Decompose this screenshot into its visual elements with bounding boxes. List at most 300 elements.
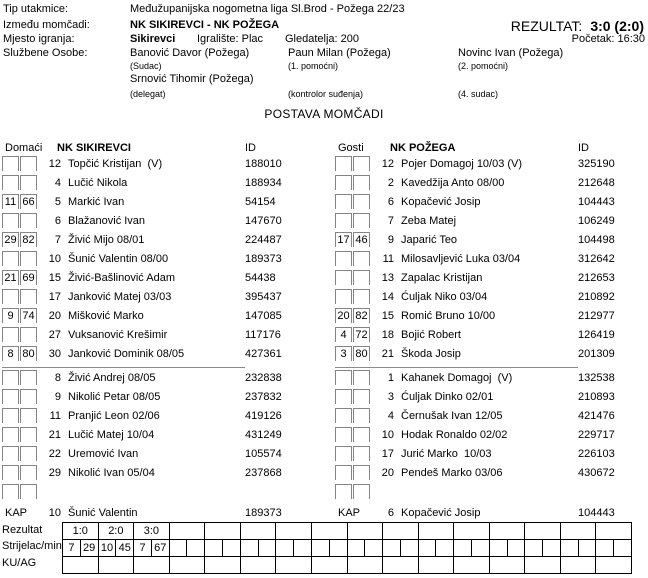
player-number: 30	[48, 348, 61, 360]
referee-name: Banović Davor (Požega)	[130, 47, 250, 59]
player-number	[371, 484, 397, 485]
player-row	[335, 289, 646, 308]
assistant2-name: Novinc Ivan (Požega)	[458, 47, 564, 59]
player-row	[2, 232, 332, 251]
player-row	[2, 289, 332, 308]
sub-minute-box	[20, 408, 37, 423]
player-name: Živić-Bašlinović Adam	[68, 272, 175, 284]
player-id: 421476	[578, 410, 615, 422]
player-id: 210892	[578, 291, 615, 303]
player-name: Kopačević Josip	[401, 507, 481, 519]
result-cell	[347, 523, 383, 540]
strijelac-row-label: Strijelac/min	[2, 540, 62, 552]
player-name: Lučić Matej 10/04	[68, 429, 155, 441]
referee-role: (Sudac)	[130, 61, 162, 71]
player-name: Živić Andrej 08/05	[68, 372, 156, 384]
assistant2-role: (2. pomoćni)	[458, 61, 509, 71]
player-name: Jurić Marko 10/03	[401, 448, 492, 460]
player-row	[335, 389, 646, 408]
scorer-minute-cell	[454, 540, 472, 557]
sub-minute-box	[20, 289, 37, 304]
sub-minute-box	[353, 389, 370, 404]
player-name: Bojić Robert	[401, 329, 461, 341]
result-cell	[205, 523, 241, 540]
rezultat-row-label: Rezultat	[2, 524, 43, 536]
player-id: 104498	[578, 234, 615, 246]
player-number: 1	[387, 372, 394, 384]
result-cell	[596, 523, 632, 540]
scorer-minute-cell	[169, 540, 187, 557]
kuag-cell	[454, 557, 490, 574]
sub-in-number-box	[335, 289, 352, 304]
kuag-cell	[98, 557, 134, 574]
sub-in-number-box	[335, 270, 352, 285]
player-name: Nikolić Ivan 05/04	[68, 467, 155, 479]
player-id: 237832	[245, 391, 282, 403]
kuag-cell	[205, 557, 241, 574]
player-row	[2, 484, 332, 503]
player-name: Lučić Nikola	[68, 177, 128, 189]
player-number: 11	[49, 410, 61, 422]
player-row	[2, 465, 332, 484]
player-id: 427361	[245, 348, 282, 360]
player-id: 325190	[578, 158, 615, 170]
player-number: 9	[54, 391, 61, 403]
result-cell	[418, 523, 454, 540]
sub-minute-box	[353, 213, 370, 228]
player-row	[335, 370, 646, 389]
sub-minute-box	[20, 465, 37, 480]
gledatelja-value: Gledatelja: 200	[285, 33, 359, 45]
player-id: 312642	[578, 253, 615, 265]
player-row	[335, 175, 646, 194]
sub-minute-box	[20, 427, 37, 442]
sub-minute-box	[353, 408, 370, 423]
result-cell	[276, 523, 312, 540]
player-number	[38, 484, 64, 485]
player-number: 11	[382, 253, 394, 265]
away-team-name: NK POŽEGA	[390, 142, 456, 154]
sub-minute-box: 72	[353, 327, 370, 342]
sub-minute-box	[353, 427, 370, 442]
player-id: 212653	[578, 272, 615, 284]
result-value: 3:0 (2:0)	[590, 18, 644, 34]
score-grid	[62, 522, 632, 574]
player-id: 232838	[245, 372, 282, 384]
sub-minute-box	[353, 194, 370, 209]
player-row	[2, 346, 332, 365]
sub-in-number-box: 17	[335, 232, 352, 247]
sub-minute-box: 46	[353, 232, 370, 247]
player-name: Pojer Domagoj 10/03 (V)	[401, 158, 523, 170]
scorer-minute-cell: 7	[63, 540, 81, 557]
player-number: 21	[48, 429, 61, 441]
player-name: Vuksanović Krešimir	[68, 329, 168, 341]
player-name: Pranjić Leon 02/06	[68, 410, 160, 422]
player-number: 17	[381, 448, 394, 460]
scorer-minute-cell	[294, 540, 312, 557]
away-team-header	[335, 142, 646, 156]
player-name: Hodak Ronaldo 02/02	[401, 429, 508, 441]
player-row	[2, 251, 332, 270]
sub-in-number-box	[335, 251, 352, 266]
player-row	[335, 327, 646, 346]
sub-minute-box: 74	[20, 308, 37, 323]
player-name: Topčić Kristijan (V)	[68, 158, 163, 170]
sub-in-number-box: 4	[335, 327, 352, 342]
player-name: Nikolić Petar 08/05	[68, 391, 161, 403]
player-id: 126419	[578, 329, 615, 341]
result-cell	[525, 523, 561, 540]
kuag-cell	[596, 557, 632, 574]
sub-in-number-box	[335, 389, 352, 404]
player-number: 15	[381, 310, 394, 322]
kuag-cell	[383, 557, 419, 574]
player-number: 7	[387, 215, 394, 227]
player-row	[335, 308, 646, 327]
sub-in-number-box: 29	[2, 232, 19, 247]
sub-in-number-box: 3	[335, 346, 352, 361]
player-id: 226103	[578, 448, 615, 460]
captain-label: KAP	[338, 507, 361, 519]
sub-minute-box	[353, 270, 370, 285]
sluzbene-osobe-label: Službene Osobe:	[3, 47, 88, 59]
player-number: 6	[387, 507, 394, 519]
player-row	[335, 251, 646, 270]
section-title: POSTAVA MOMČADI	[264, 107, 384, 121]
player-id: 419126	[245, 410, 282, 422]
player-number: 27	[48, 329, 61, 341]
scorer-minute-cell	[507, 540, 525, 557]
player-number: 10	[381, 429, 394, 441]
sub-minute-box: 82	[353, 308, 370, 323]
scorer-minute-cell	[525, 540, 543, 557]
player-name: Šunić Valentin 08/00	[68, 253, 169, 265]
scorer-minute-cell	[489, 540, 507, 557]
sub-minute-box	[353, 289, 370, 304]
scorer-minute-cell: 67	[151, 540, 169, 557]
sub-minute-box	[353, 175, 370, 190]
substitutes-divider	[335, 367, 578, 368]
result-cell	[240, 523, 276, 540]
player-id: 431249	[245, 429, 282, 441]
player-row	[335, 232, 646, 251]
result-cell: 1:0	[63, 523, 99, 540]
player-row	[335, 484, 646, 503]
sub-in-number-box	[335, 408, 352, 423]
player-name: Pendeš Marko 03/06	[401, 467, 503, 479]
sub-minute-box	[20, 327, 37, 342]
sub-minute-box	[20, 446, 37, 461]
player-name: Romić Bruno 10/00	[401, 310, 496, 322]
player-number: 6	[54, 215, 61, 227]
player-row	[2, 308, 332, 327]
captain-label: KAP	[5, 507, 28, 519]
sub-in-number-box	[335, 484, 352, 499]
sub-in-number-box	[2, 465, 19, 480]
player-number: 4	[387, 410, 394, 422]
player-name: Ćuljak Dinko 02/01	[401, 391, 494, 403]
player-number: 7	[54, 234, 61, 246]
assistant1-role: (1. pomoćni)	[288, 61, 339, 71]
tip-utakmice-value: Međužupanijska nogometna liga Sl.Brod - Požega 22/23	[130, 3, 405, 15]
sub-in-number-box	[335, 370, 352, 385]
player-name: Kahanek Domagoj (V)	[401, 372, 513, 384]
sub-in-number-box: 21	[2, 270, 19, 285]
player-number: 6	[387, 196, 394, 208]
player-name: Milosavljević Luka 03/04	[401, 253, 521, 265]
kuag-cell	[63, 557, 99, 574]
player-id: 189373	[245, 253, 282, 265]
player-number: 14	[381, 291, 394, 303]
fourth-official-role: (4. sudac)	[458, 89, 499, 99]
sub-minute-box	[353, 251, 370, 266]
scorer-minute-cell	[240, 540, 258, 557]
player-id: 54154	[245, 196, 276, 208]
player-name: Janković Matej 03/03	[68, 291, 172, 303]
player-name: Mišković Marko	[68, 310, 144, 322]
player-name	[397, 484, 401, 485]
sub-in-number-box	[335, 446, 352, 461]
player-number: 13	[381, 272, 394, 284]
sub-in-number-box	[335, 156, 352, 171]
player-number: 18	[381, 329, 394, 341]
player-id: 237868	[245, 467, 282, 479]
mjesto-igranja-value: Sikirevci	[130, 33, 176, 45]
result-cell: 3:0	[134, 523, 170, 540]
result-cell	[489, 523, 525, 540]
player-name: Uremović Ivan	[68, 448, 139, 460]
player-id: 54438	[245, 272, 276, 284]
sub-in-number-box: 8	[2, 346, 19, 361]
player-name: Zeba Matej	[401, 215, 457, 227]
scorer-minute-cell	[400, 540, 418, 557]
tip-utakmice-label: Tip utakmice:	[3, 3, 69, 15]
away-team-section	[335, 142, 646, 524]
away-side-label: Gosti	[338, 142, 364, 154]
sub-in-number-box	[2, 289, 19, 304]
player-number: 12	[381, 158, 394, 170]
player-number: 20	[48, 310, 61, 322]
sub-minute-box	[353, 370, 370, 385]
player-row	[2, 270, 332, 289]
player-id: 104443	[578, 196, 615, 208]
result-cell	[383, 523, 419, 540]
izmedju-momcadi-label: Između momčadi:	[3, 19, 90, 31]
player-id: 104443	[578, 507, 615, 519]
player-number: 21	[381, 348, 394, 360]
sub-in-number-box: 11	[2, 194, 19, 209]
kuag-row-label: KU/AG	[2, 557, 37, 569]
player-row	[2, 213, 332, 232]
player-id: 201309	[578, 348, 615, 360]
scorer-minute-cell	[418, 540, 436, 557]
sub-in-number-box	[2, 213, 19, 228]
sub-minute-box	[20, 370, 37, 385]
assistant1-name: Paun Milan (Požega)	[288, 47, 391, 59]
player-row	[2, 446, 332, 465]
sub-in-number-box	[2, 156, 19, 171]
player-number: 12	[48, 158, 61, 170]
player-name: Kavedžija Anto 08/00	[401, 177, 505, 189]
player-number: 3	[387, 391, 394, 403]
player-name: Janković Dominik 08/05	[68, 348, 185, 360]
sub-minute-box	[20, 213, 37, 228]
player-row	[335, 408, 646, 427]
player-row	[335, 156, 646, 175]
player-name: Šunić Valentin	[68, 507, 138, 519]
player-row	[335, 270, 646, 289]
player-id: 147670	[245, 215, 282, 227]
scorer-minute-cell	[187, 540, 205, 557]
sub-in-number-box	[335, 465, 352, 480]
kuag-cell	[134, 557, 170, 574]
home-player-rows	[2, 156, 332, 524]
player-row	[2, 194, 332, 213]
player-name: Japarić Teo	[401, 234, 458, 246]
player-name: Ćuljak Niko 03/04	[401, 291, 488, 303]
player-id: 210893	[578, 391, 615, 403]
sub-in-number-box	[2, 327, 19, 342]
home-team-header	[2, 142, 332, 156]
player-id: 224487	[245, 234, 282, 246]
player-row	[335, 446, 646, 465]
sub-minute-box	[353, 156, 370, 171]
kuag-cell	[347, 557, 383, 574]
result-cell	[454, 523, 490, 540]
igraliste-value: Igralište: Plac	[197, 33, 264, 45]
player-row	[335, 346, 646, 365]
scorer-minute-cell	[347, 540, 365, 557]
player-row	[335, 194, 646, 213]
player-name: Blažanović Ivan	[68, 215, 146, 227]
home-id-column-header: ID	[245, 142, 256, 154]
kuag-cell	[276, 557, 312, 574]
sub-in-number-box: 9	[2, 308, 19, 323]
result-label: REZULTAT:	[510, 18, 583, 34]
kuag-cell	[525, 557, 561, 574]
sub-in-number-box	[2, 408, 19, 423]
scorer-minute-cell	[596, 540, 614, 557]
sub-in-number-box	[2, 251, 19, 266]
delegate-role: (delegat)	[130, 89, 166, 99]
player-number: 9	[387, 234, 394, 246]
sub-in-number-box	[2, 370, 19, 385]
scorer-minute-cell	[223, 540, 241, 557]
player-name: Živić Mijo 08/01	[68, 234, 145, 246]
player-id: 430672	[578, 467, 615, 479]
home-team-name: NK SIKIREVCI	[57, 142, 131, 154]
sub-in-number-box	[2, 446, 19, 461]
home-team-section	[2, 142, 332, 524]
sub-in-number-box: 20	[335, 308, 352, 323]
sub-in-number-box	[335, 194, 352, 209]
sub-minute-box: 69	[20, 270, 37, 285]
scorer-minute-cell	[560, 540, 578, 557]
scorer-minute-cell: 7	[134, 540, 152, 557]
scorer-minute-cell	[383, 540, 401, 557]
substitutes-divider	[2, 367, 245, 368]
sub-minute-box	[20, 175, 37, 190]
player-row	[2, 327, 332, 346]
scorer-minute-cell: 29	[80, 540, 98, 557]
player-row	[2, 389, 332, 408]
result-cell	[311, 523, 347, 540]
sub-in-number-box	[2, 175, 19, 190]
sub-minute-box	[353, 446, 370, 461]
player-name	[64, 484, 68, 485]
sub-in-number-box	[335, 427, 352, 442]
player-name: Markić Ivan	[68, 196, 125, 208]
player-number: 10	[48, 507, 61, 519]
sub-minute-box	[353, 465, 370, 480]
player-id: 105574	[245, 448, 282, 460]
away-player-rows	[335, 156, 646, 524]
player-id: 189373	[245, 507, 282, 519]
sub-minute-box	[20, 251, 37, 266]
kuag-cell	[560, 557, 596, 574]
sub-in-number-box	[335, 213, 352, 228]
scorer-minute-cell	[471, 540, 489, 557]
scorer-minute-cell	[258, 540, 276, 557]
player-row	[2, 175, 332, 194]
player-number: 15	[48, 272, 61, 284]
kuag-cell	[489, 557, 525, 574]
scorer-minute-cell	[614, 540, 632, 557]
scorer-minute-cell	[205, 540, 223, 557]
kuag-cell	[169, 557, 205, 574]
player-number: 8	[54, 372, 61, 384]
kuag-cell	[240, 557, 276, 574]
kuag-cell	[418, 557, 454, 574]
result-block	[503, 2, 644, 34]
player-id: 106249	[578, 215, 615, 227]
player-number: 5	[54, 196, 61, 208]
sub-minute-box: 82	[20, 232, 37, 247]
player-number: 22	[48, 448, 61, 460]
player-name: Zapalac Kristijan	[401, 272, 483, 284]
sub-minute-box: 80	[20, 346, 37, 361]
player-name: Černušak Ivan 12/05	[401, 410, 503, 422]
player-row	[2, 427, 332, 446]
player-number: 29	[48, 467, 61, 479]
result-cell: 2:0	[98, 523, 134, 540]
player-number: 4	[54, 177, 61, 189]
player-row	[335, 213, 646, 232]
player-id: 229717	[578, 429, 615, 441]
sub-in-number-box	[335, 175, 352, 190]
izmedju-momcadi-value: NK SIKIREVCI - NK POŽEGA	[130, 19, 280, 31]
sub-minute-box: 80	[353, 346, 370, 361]
scorer-minute-cell	[276, 540, 294, 557]
scorer-minute-cell	[311, 540, 329, 557]
scorer-minute-cell	[365, 540, 383, 557]
scorer-minute-cell	[329, 540, 347, 557]
sub-minute-box	[353, 484, 370, 499]
player-name: Škoda Josip	[401, 348, 461, 360]
sub-minute-box	[20, 484, 37, 499]
pocetak-value: Početak: 16:30	[571, 33, 645, 45]
player-row	[2, 370, 332, 389]
scorer-minute-cell	[578, 540, 596, 557]
kuag-cell	[311, 557, 347, 574]
player-row	[2, 408, 332, 427]
sub-minute-box: 66	[20, 194, 37, 209]
player-id: 117176	[245, 329, 281, 341]
player-row	[2, 156, 332, 175]
player-id: 188934	[245, 177, 282, 189]
player-number: 2	[387, 177, 394, 189]
